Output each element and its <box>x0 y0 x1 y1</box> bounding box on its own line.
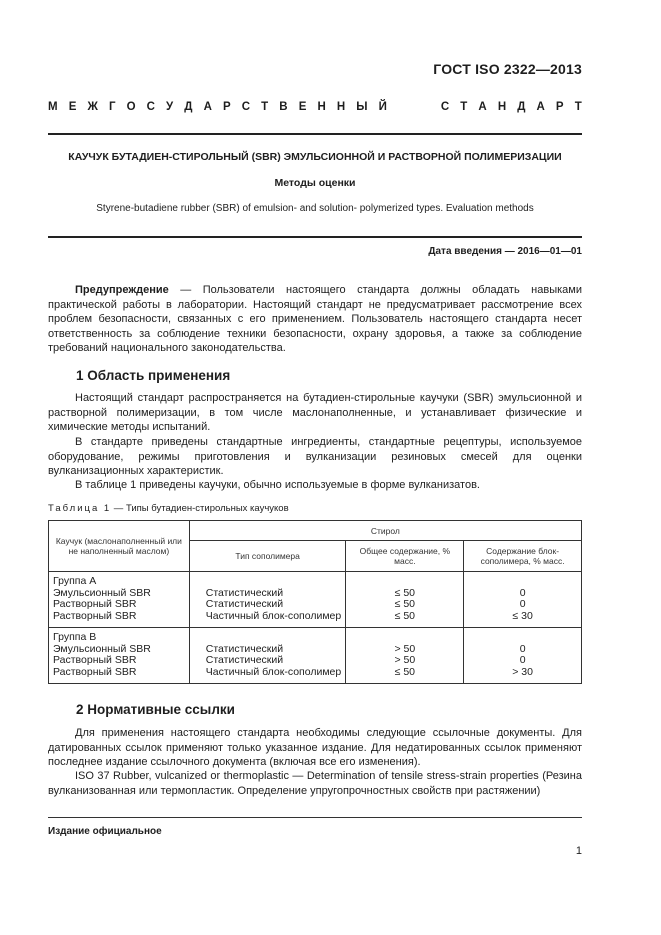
standard-type-letter: Е <box>68 101 77 113</box>
total-content-cell-line: > 50 <box>394 642 416 655</box>
block-content-cell-line: 0 <box>519 598 526 611</box>
copolymer-type-cell-line: Статистический <box>205 586 284 599</box>
standard-type-letter: Д <box>517 101 526 113</box>
copolymer-type-cell-line <box>206 576 346 588</box>
rubber-cell-line: Эмульсионный SBR <box>53 586 151 599</box>
copolymer-type-cell-line: Статистический <box>205 642 284 655</box>
header-rule <box>48 133 582 135</box>
total-content-cell-line <box>346 576 463 588</box>
warning-text: — Пользователи настоящего стандарта должны обладать навыками практической работы в лаборатории. Настоящий стандарт не предусматривает рассмотрение всех проблем безопасности, связанных с его применением. Пользователь настоящего стандарта несет ответственность за соблюдение техники безопасности, охрану здоровья, а также за соблюдение требований национального законодательства. <box>48 284 582 354</box>
section-2-text-1: Для применения настоящего стандарта необходимы следующие ссылочные документы. Для датированных ссылок применяют только указанное издание. Для недатированных ссылок применяют последнее издание ссылочного документа (включая все его изменения). <box>48 727 582 768</box>
block-content-cell-line: 0 <box>519 642 526 655</box>
section-1-text-1: Настоящий стандарт распространяется на бутадиен-стирольные каучуки (SBR) эмульсионной и растворной полимеризации, в том числе маслонаполненные, и устанавливает физические и химические методы испытаний. <box>48 392 582 433</box>
col-copolymer-type-header: Тип сополимера <box>189 541 346 572</box>
section-2-heading: 2 Нормативные ссылки <box>76 702 235 717</box>
col-block-content-header: Содержание блок-сополимера, % масс. <box>464 541 582 572</box>
copolymer-type-cell-line: Частичный блок-сополимер <box>205 610 342 623</box>
block-content-cell <box>464 572 582 628</box>
block-content-cell <box>464 627 582 683</box>
copolymer-type-cell-line <box>206 632 346 644</box>
standard-type-letter: В <box>279 101 288 113</box>
section-2-paragraph-2 <box>48 769 582 798</box>
standard-type-letter: А <box>536 101 545 113</box>
total-content-cell-line: ≤ 50 <box>394 610 416 623</box>
total-content-cell <box>346 627 464 683</box>
standard-type-letter: А <box>203 101 212 113</box>
copolymer-type-cell-line: Статистический <box>205 598 284 611</box>
standard-type-letter: Т <box>460 101 468 113</box>
standard-type-letter: А <box>478 101 487 113</box>
total-content-cell <box>346 572 464 628</box>
block-content-cell-line: 0 <box>519 654 526 667</box>
total-content-cell-line: ≤ 50 <box>394 598 416 611</box>
official-edition-label: Издание официальное <box>48 826 162 837</box>
section-1-text-3: В таблице 1 приведены каучуки, обычно используемые в форме вулканизатов. <box>75 479 480 491</box>
copolymer-type-cell-line: Частичный блок-сополимер <box>205 665 342 678</box>
page-number: 1 <box>575 845 582 857</box>
section-1-paragraph-3 <box>48 478 582 493</box>
col-total-content-header: Общее содержание, % масс. <box>346 541 464 572</box>
standard-type-letter: О <box>126 101 136 113</box>
copolymer-type-cell <box>189 627 346 683</box>
standard-type-letter: С <box>440 101 450 113</box>
section-2-paragraph-1 <box>48 726 582 770</box>
standard-type-letter: У <box>166 101 174 113</box>
block-content-cell-line: 0 <box>519 586 526 599</box>
rubber-cell <box>49 627 190 683</box>
sbr-types-table <box>48 520 582 684</box>
rubber-cell-line: Растворный SBR <box>53 654 137 667</box>
title-rule <box>48 236 582 238</box>
table-caption <box>48 503 289 514</box>
total-content-cell-line: ≤ 50 <box>394 665 416 678</box>
standard-type-letter: Н <box>317 101 326 113</box>
rubber-cell <box>49 572 190 628</box>
standard-number: ГОСТ ISO 2322—2013 <box>433 61 582 77</box>
copolymer-type-cell <box>189 572 346 628</box>
standard-type-letter: Ж <box>87 101 98 113</box>
rubber-cell-line: Эмульсионный SBR <box>53 642 151 655</box>
standard-type-letter: Д <box>184 101 193 113</box>
standard-type-letter: С <box>241 101 251 113</box>
warning-label: Предупреждение <box>75 284 169 296</box>
standard-type-letter: Н <box>336 101 346 113</box>
total-content-cell-line <box>346 632 463 644</box>
col-rubber-header: Каучук (маслонаполненный или не наполненный маслом) <box>49 521 190 572</box>
english-title: Styrene-butadiene rubber (SBR) of emulsion- and solution- polymerized types. Evaluation methods <box>96 203 534 214</box>
section-2-text-2: ISO 37 Rubber, vulcanized or thermoplastic — Determination of tensile stress-strain properties (Резина вулканизованная или термопластик. Определение упругопрочностных свойств при растяжении) <box>48 770 582 797</box>
footer-rule <box>48 817 582 818</box>
standard-type-letter: С <box>146 101 155 113</box>
rubber-cell-line: Растворный SBR <box>53 665 137 678</box>
standard-type-letter <box>427 101 430 113</box>
rubber-cell-line: Группа В <box>53 630 97 643</box>
total-content-cell-line: ≤ 50 <box>394 586 416 599</box>
section-1-paragraph-1 <box>48 391 582 435</box>
standard-type-letter: Т <box>261 101 269 113</box>
document-subtitle: Методы оценки <box>274 177 356 189</box>
standard-type-letter: Р <box>222 101 231 113</box>
table-caption-text: — Типы бутадиен-стирольных каучуков <box>111 503 289 514</box>
standard-type-letter <box>412 101 415 113</box>
rubber-cell-line: Растворный SBR <box>53 598 137 611</box>
total-content-cell-line: > 50 <box>394 654 416 667</box>
standard-type-letter: Н <box>497 101 507 113</box>
standard-type-letter: Т <box>574 101 582 113</box>
standard-type-letter: Е <box>298 101 307 113</box>
rubber-cell-line: Группа А <box>53 575 97 587</box>
effective-date: Дата введения — 2016—01—01 <box>428 246 582 257</box>
section-1-text-2: В стандарте приведены стандартные ингредиенты, стандартные рецептуры, используемое оборудование, режимы приготовления и вулканизации резиновых смесей для оценки вулканизационных характеристик. <box>48 436 582 477</box>
rubber-cell-line: Растворный SBR <box>53 610 137 623</box>
warning-paragraph <box>48 283 582 356</box>
block-content-cell-line <box>464 632 581 644</box>
block-content-cell-line: ≤ 30 <box>512 610 533 623</box>
copolymer-type-cell-line: Статистический <box>205 654 284 667</box>
section-1-heading: 1 Область применения <box>76 368 231 383</box>
standard-type-letter <box>398 101 401 113</box>
table-row <box>49 627 582 683</box>
standard-type-heading <box>48 101 582 113</box>
section-1-paragraph-2 <box>48 435 582 479</box>
styrene-group-header: Стирол <box>189 521 581 541</box>
standard-type-letter: Р <box>555 101 564 113</box>
document-title: КАУЧУК БУТАДИЕН-СТИРОЛЬНЫЙ (SBR) ЭМУЛЬСИОННОЙ И РАСТВОРНОЙ ПОЛИМЕРИЗАЦИИ <box>68 151 562 163</box>
standard-type-letter: Ы <box>356 101 368 113</box>
standard-type-letter: М <box>48 101 58 113</box>
standard-type-letter: Й <box>378 101 387 113</box>
block-content-cell-line <box>464 576 581 588</box>
table-row <box>49 572 582 628</box>
table-caption-prefix: Таблица 1 <box>48 503 112 514</box>
standard-type-letter: Г <box>108 101 116 113</box>
block-content-cell-line: > 30 <box>512 665 533 678</box>
